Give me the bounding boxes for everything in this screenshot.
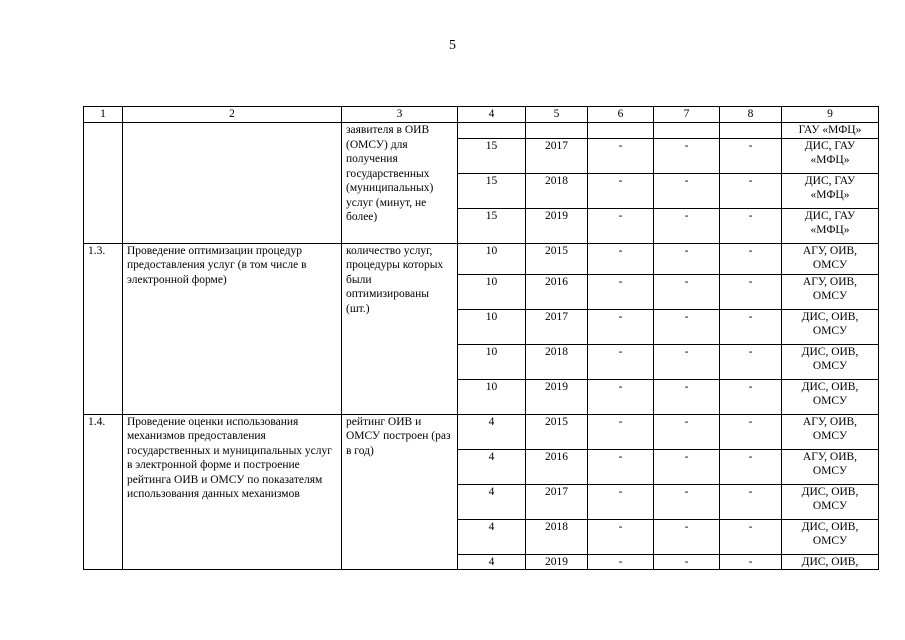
col8-cell: - (720, 138, 782, 173)
year-cell: 2017 (526, 138, 588, 173)
col6-cell: - (588, 484, 654, 519)
responsible-cell: АГУ, ОИВ, ОМСУ (782, 449, 879, 484)
header-cell: 3 (342, 107, 458, 123)
target-value-cell: 10 (458, 274, 526, 309)
table-row (84, 243, 879, 274)
header-cell: 5 (526, 107, 588, 123)
responsible-cell: АГУ, ОИВ, ОМСУ (782, 274, 879, 309)
year-cell: 2017 (526, 309, 588, 344)
col8-cell: - (720, 519, 782, 554)
year-cell: 2019 (526, 554, 588, 570)
responsible-cell: ГАУ «МФЦ» (782, 123, 879, 139)
col6-cell: - (588, 243, 654, 274)
table-row (84, 414, 879, 449)
responsible-cell: АГУ, ОИВ, ОМСУ (782, 414, 879, 449)
col8-cell: - (720, 484, 782, 519)
col6-cell: - (588, 344, 654, 379)
col8-cell: - (720, 414, 782, 449)
indicator-cell: рейтинг ОИВ и ОМСУ построен (раз в год) (342, 414, 458, 570)
target-value-cell: 10 (458, 243, 526, 274)
col6-cell: - (588, 309, 654, 344)
col8-cell: - (720, 554, 782, 570)
target-value-cell: 10 (458, 309, 526, 344)
header-cell: 8 (720, 107, 782, 123)
col7-cell: - (654, 138, 720, 173)
item-number-cell: 1.3. (84, 243, 123, 414)
col8-cell (720, 123, 782, 139)
target-value-cell: 4 (458, 449, 526, 484)
col7-cell: - (654, 344, 720, 379)
responsible-cell: ДИС, ОИВ, (782, 554, 879, 570)
item-number-cell: 1.4. (84, 414, 123, 570)
target-value-cell (458, 123, 526, 139)
responsible-cell: ДИС, ОИВ, ОМСУ (782, 309, 879, 344)
target-value-cell: 4 (458, 484, 526, 519)
year-cell: 2019 (526, 379, 588, 414)
year-cell: 2015 (526, 243, 588, 274)
header-cell: 2 (123, 107, 342, 123)
year-cell (526, 123, 588, 139)
responsible-cell: ДИС, ОИВ, ОМСУ (782, 344, 879, 379)
header-cell: 1 (84, 107, 123, 123)
year-cell: 2018 (526, 344, 588, 379)
col7-cell: - (654, 554, 720, 570)
target-value-cell: 15 (458, 208, 526, 243)
col6-cell: - (588, 138, 654, 173)
header-cell: 7 (654, 107, 720, 123)
header-row (84, 107, 879, 123)
indicator-cell: заявителя в ОИВ (ОМСУ) для получения государственных (муниципальных) услуг (минут, не более) (342, 123, 458, 244)
col7-cell: - (654, 309, 720, 344)
target-value-cell: 15 (458, 173, 526, 208)
responsible-cell: ДИС, ГАУ «МФЦ» (782, 173, 879, 208)
col7-cell: - (654, 274, 720, 309)
responsible-cell: ДИС, ОИВ, ОМСУ (782, 379, 879, 414)
col7-cell: - (654, 173, 720, 208)
responsible-cell: ДИС, ОИВ, ОМСУ (782, 484, 879, 519)
year-cell: 2018 (526, 173, 588, 208)
target-value-cell: 10 (458, 379, 526, 414)
responsible-cell: ДИС, ГАУ «МФЦ» (782, 138, 879, 173)
col6-cell: - (588, 379, 654, 414)
activity-name-cell: Проведение оптимизации процедур предоставления услуг (в том числе в электронной форме) (123, 243, 342, 414)
indicator-cell: количество услуг, процедуры которых были оптимизированы (шт.) (342, 243, 458, 414)
col8-cell: - (720, 274, 782, 309)
header-cell: 9 (782, 107, 879, 123)
col8-cell: - (720, 449, 782, 484)
responsible-cell: АГУ, ОИВ, ОМСУ (782, 243, 879, 274)
col7-cell: - (654, 519, 720, 554)
responsible-cell: ДИС, ГАУ «МФЦ» (782, 208, 879, 243)
year-cell: 2018 (526, 519, 588, 554)
col8-cell: - (720, 173, 782, 208)
year-cell: 2016 (526, 449, 588, 484)
page-number: 5 (449, 38, 456, 53)
year-cell: 2017 (526, 484, 588, 519)
target-value-cell: 4 (458, 519, 526, 554)
activity-name-cell (123, 123, 342, 244)
col6-cell: - (588, 414, 654, 449)
col8-cell: - (720, 344, 782, 379)
col7-cell: - (654, 243, 720, 274)
header-cell: 4 (458, 107, 526, 123)
col7-cell: - (654, 379, 720, 414)
plan-table (83, 106, 879, 570)
col6-cell: - (588, 274, 654, 309)
activity-name-cell: Проведение оценки использования механизмов предоставления государственных и муниципальных услуг в электронной форме и построение рейтинга ОИВ и ОМСУ по показателям использования данных механизмов (123, 414, 342, 570)
year-cell: 2016 (526, 274, 588, 309)
col6-cell: - (588, 208, 654, 243)
col8-cell: - (720, 208, 782, 243)
target-value-cell: 4 (458, 414, 526, 449)
col6-cell: - (588, 449, 654, 484)
col7-cell: - (654, 208, 720, 243)
col7-cell: - (654, 449, 720, 484)
target-value-cell: 4 (458, 554, 526, 570)
year-cell: 2019 (526, 208, 588, 243)
table-row (84, 123, 879, 139)
target-value-cell: 10 (458, 344, 526, 379)
responsible-cell: ДИС, ОИВ, ОМСУ (782, 519, 879, 554)
col6-cell (588, 123, 654, 139)
target-value-cell: 15 (458, 138, 526, 173)
item-number-cell (84, 123, 123, 244)
col6-cell: - (588, 554, 654, 570)
col8-cell: - (720, 379, 782, 414)
col8-cell: - (720, 309, 782, 344)
col6-cell: - (588, 519, 654, 554)
col7-cell: - (654, 484, 720, 519)
col7-cell (654, 123, 720, 139)
col7-cell: - (654, 414, 720, 449)
header-cell: 6 (588, 107, 654, 123)
year-cell: 2015 (526, 414, 588, 449)
col8-cell: - (720, 243, 782, 274)
col6-cell: - (588, 173, 654, 208)
